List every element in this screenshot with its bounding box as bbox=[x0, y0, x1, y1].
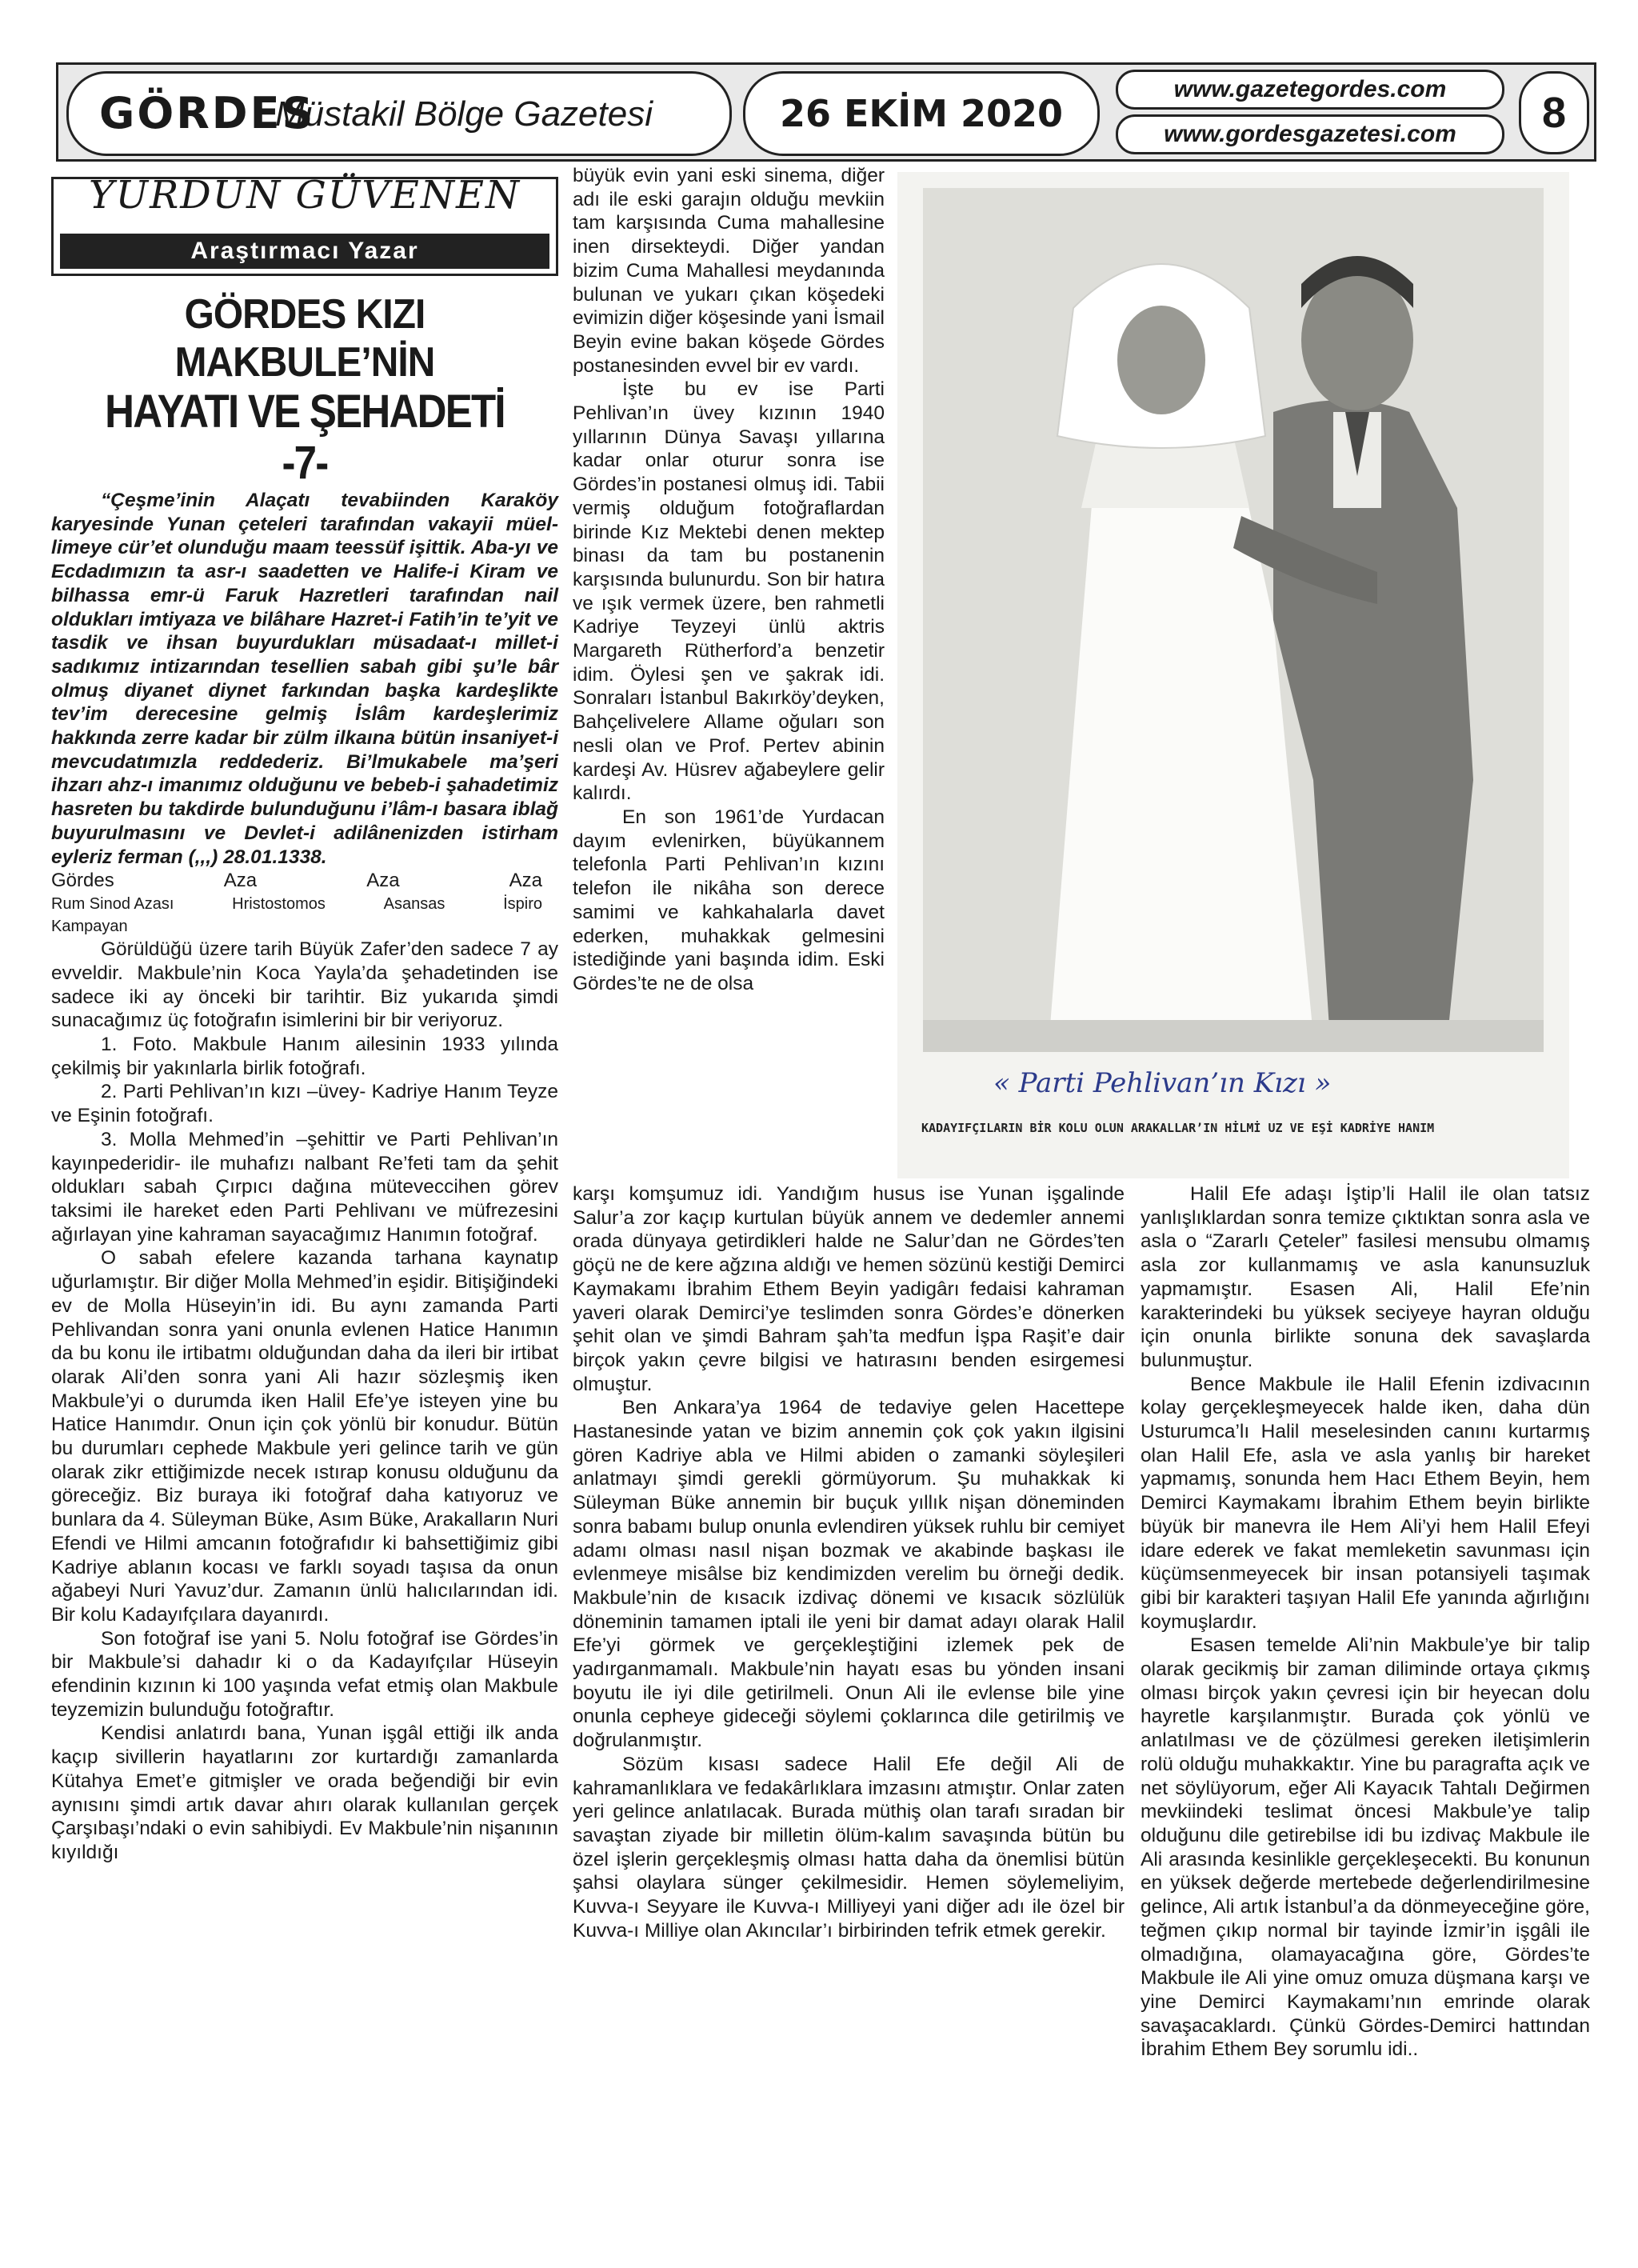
historical-quote: “Çeşme’inin Alaçatı tevabiinden Karaköy karyesinde Yunan çeteleri tarafından vakayii müel-limeye cür’et olunduğu maam teessüf işittik. Aba-yı ve Ecdadımızın ta asr-ı saadetten ve Halife-i Kiram ve bilhassa emr-ü Faruk Hazretleri tarafından nail oldukları imtiyaza ve bilâhare Hazret-i Fatih’in te’yit ve tasdik ve ihsan buyurdukları müsadaat-ı millet-i sadıkımız intizarından tesellien sabah gibi şu’le bâr olmuş diyanet diynet farkından başka kardeşlikte tev’im derecesine gelmiş İslâm kardeşlerimiz hakkında zerre kadar bir zülm ilkaına bütün insaniyet-i mevcudatımızla reddederiz. Bi’lmukabele ma’şeri ihzarı ahz-ı imanımız olduğunu ve bebeb-i şahadetimiz hasreten bu takdirde bulunduğunu i’lâm-ı basara iblağ buyurulmasını ve Devlet-i adilânenizden istirham eyleriz ferman (,,,) 28.01.1338. bbox=[51, 490, 558, 868]
author-name: YURDUN GÜVENEN bbox=[88, 173, 521, 218]
photo-caption-typed: KADAYIFÇILARIN BİR KOLU OLUN ARAKALLAR’IN HİLMİ UZ VE EŞİ KADRİYE HANIM bbox=[921, 1121, 1435, 1135]
website-link-2[interactable]: www.gordesgazetesi.com bbox=[1116, 114, 1504, 154]
signature-name: Hristostomos bbox=[232, 895, 326, 914]
photo-caption-handwritten: « Parti Pehlivan’ın Kızı » bbox=[993, 1067, 1332, 1099]
column-2-lower bbox=[573, 1182, 1125, 1943]
wedding-photo bbox=[897, 172, 1569, 1178]
paragraph: En son 1961’de Yurdacan dayım evlenirken, büyükannem telefonla Parti Pehlivan’ın kızını telefon ile nikâha son derece samimi ve kahkahalarla davet ederken, muhakkak gelmesini istediğinde yani başında idim. Eski Gördes’te ne de olsa bbox=[573, 806, 885, 994]
newspaper-subtitle: Müstakil Bölge Gazetesi bbox=[275, 94, 653, 134]
paragraph: 1. Foto. Makbule Hanım ailesinin 1933 yılında çekilmiş bir yakınlarla birlik fotoğrafı. bbox=[51, 1034, 558, 1079]
signature-name: Kampayan bbox=[51, 918, 128, 936]
headline-line-1: GÖRDES KIZI MAKBULE’NİN bbox=[174, 291, 435, 386]
column-1 bbox=[51, 164, 558, 1865]
paragraph: Son fotoğraf ise yani 5. Nolu fotoğraf ise Gördes’in bir Makbule’si dahadır ki o da Kadayıfçılar Hüseyin efendinin kızının ki 100 yaşında vefat etmiş olan Makbule teyzemizin bulunduğu fotoğraftır. bbox=[51, 1627, 558, 1721]
page-number: 8 bbox=[1519, 71, 1589, 154]
author-box bbox=[51, 173, 558, 276]
signature-names bbox=[51, 893, 558, 915]
signature-last bbox=[51, 915, 558, 938]
headline-line-2: HAYATI VE ŞEHADETİ -7- bbox=[105, 386, 505, 489]
masthead bbox=[56, 62, 1596, 162]
signature-name: Rum Sinod Azası bbox=[51, 895, 174, 914]
paragraph: karşı komşumuz idi. Yandığım husus ise Yunan işgalinde Salur’a zor kaçıp kurtulan büyük annem ve dedemler annemi orada dünyaya getirdikleri halde ne Salur’dan ne Gördes’ten göçü ne de kere ağzına aldığı ve hemen sözünü kestiği Demirci Kaymakamı İbrahim Ethem Beyin yadigârı fedaisi kahraman yaveri olarak Demirci’ye teslimden sonra Gördes’e dönerken şehit olan ve şimdi Bahram şah’ta medfun İşpa Raşit’e dair birçok yakın çevre bilgisi ve hatırasını benden esirgemesi olmuştur. bbox=[573, 1183, 1125, 1395]
paragraph: Bence Makbule ile Halil Efenin izdivacının kolay gerçekleşmeyecek halde iken, daha dün Usturumca’lı Halil meselesinden canını kurtarmış olan Halil Efe, asla ve asla yanlış bir hareket yapmamış, sonunda hem Hacı Ethem Beyin, hem Demirci Kaymakamı İbrahim Ethem beyin birlikte büyük bir manevra ile Hem Ali’yi hem Halil Efeyi idare ederek ve fakat memleketin savunması için küçümsenmeyecek bir insan potansiyeli taşımak gibi bir karakteri taşıyan Halil Efe yanında ağırlığını koymuşlardır. bbox=[1141, 1373, 1590, 1633]
signature-name: Asansas bbox=[383, 895, 445, 914]
paragraph: O sabah efelere kazanda tarhana kaynatıp uğurlamıştır. Bir diğer Molla Mehmed’in eşidir. Bitişiğindeki ev de Molla Hüseyin’in idi. Bu aynı zamanda Parti Pehlivandan sonra yani onunla evlenen Hatice Hanımın da bu konu ile irtibatmı olduğundan daha da ileri bir irtibat olarak Ali’den sonra yani Ali hazır sözleşmiş iken Makbule’yi o durumda iken Halil Efe’ye isteyen yine bu Hatice Hanımdır. Onun için çok yönlü bir konudur. Bütün bu durumları cephede Makbule yeri gelince tarih ve gün olarak zikr ettiğimizde necek ıstırap konusu olduğunu da göreceğiz. Biz buraya iki fotoğraf daha katıyoruz ve bunlara da 4. Süleyman Büke, Asım Büke, Arakalların Nuri Efendi ve Hilmi amcanın fotoğrafıdır ki bahsettiğimiz gibi Kadriye ablanın kocası ve farklı soyadı taşısa da onun ağabeyi Nuri Yavuz’dur. Zamanın ünlü halıcılarından idi. Bir kolu Kadayıfçılara dayanırdı. bbox=[51, 1247, 558, 1626]
column-2-upper bbox=[573, 164, 885, 996]
paragraph: İşte bu ev ise Parti Pehlivan’ın üvey kızının 1940 yıllarının Dünya Savaşı yıllarına kadar onlar oturur sonra ise Gördes’in postanesi olmuş idi. Tabii vermiş olduğum fotoğraflardan birinde Kız Mektebi denen mektep binası da tam bu postanenin karşısında bulunurdu. Son bir hatıra ve ışık vermek üzere, ben rahmetli Kadriye Teyzeyi ünlü aktris Margareth Rütherford’a benzetir idim. Öylesi şen ve şakrak idi. Sonraları İstanbul Bakırköy’deyken, Bahçelivelere Allame oğuları son nesli olan ve Prof. Pertev abinin kardeşi Av. Hüsrev ağabeylere gelir kalırdı. bbox=[573, 378, 885, 805]
photo-illustration bbox=[897, 172, 1569, 1178]
website-link-1[interactable]: www.gazetegordes.com bbox=[1116, 70, 1504, 110]
paragraph: Ben Ankara’ya 1964 de tedaviye gelen Hacettepe Hastanesinde yatan ve bizim annemin çok çok yakın ilgisini gören Kadriye abla ve Hilmi abiden o zamanki söyleşileri anlatmayı şimdi gerekli görmüyorum. Şu muhakkak ki Süleyman Büke annemin bir buçuk yıllık nişan döneminden sonra babamı bulup onunla evlendiren yüksek ruhlu bir cemiyet adamı olması nasıl nişan bozmak ve akabinde başkası ile evlenmeye misâlse biz kendimizden verelim bu örneği dedik. Makbule’nin de kısacık izdivaç dönemi ve kısacık sözlülük döneminin tamamen iptali ile yeni bir damat adayı olarak Halil Efe’yi görmek ve gerçekleştiğini izlemek pek de yadırganmamalı. Makbule’nin hayatı esas bu yönden insani boyutu ile iyi dile getirilmeli. Onun Ali ile evlense bile yine onunla cepheye gideceği söylemi çoklarınca dile getirilmiş ve doğrulanmıştır. bbox=[573, 1397, 1125, 1752]
signature-title: Aza bbox=[509, 870, 542, 892]
paragraph: 3. Molla Mehmed’in –şehittir ve Parti Pehlivan’ın kayınpederidir- ile muhafızı nalbant Re’feti tam da şehit oldukları sabah Çırpıcı dağına müteveccihen görev taksimi ile hareket eden Parti Pehlivanı ve müfrezesini ağırlayan yine kahraman sayacağımız Hanımın fotoğraf. bbox=[51, 1128, 558, 1246]
column-3 bbox=[1141, 1182, 1590, 2062]
newspaper-name: GÖRDES bbox=[99, 88, 316, 138]
paragraph: Halil Efe adaşı İştip’li Halil ile olan tatsız yanlışlıklardan sonra temize çıktıktan sonra asla ve asla o “Zararlı Çeteler” fasilesi mensubu olmamış asla zor kullanmamış ve asla kanunsuzluk yapmamıştır. Esasen Ali, Halil Efe’nin karakterindeki bu yüksek seciyeye hayran olduğu için onunla birlikte sonuna dek savaşlarda bulunmuştur. bbox=[1141, 1183, 1590, 1371]
signature-title: Aza bbox=[223, 870, 258, 892]
author-role: Araştırmacı Yazar bbox=[60, 234, 549, 269]
paragraph: büyük evin yani eski sinema, diğer adı ile eski garajın olduğu mevkiin tam karşısında Cuma mahallesine inen dirsekteydi. Diğer yandan bizim Cuma Mahallesi meydanında bulunan ve yukarı çıkan köşedeki evimizin diğer köşesinde yani İsmail Beyin evine bakan köşede Gördes postanesinden evvel bir ev vardı. bbox=[573, 165, 885, 377]
paragraph: Sözüm kısası sadece Halil Efe değil Ali de kahramanlıklara ve fedakârlıklara imzasını atmıştır. Onlar zaten yeri gelince anlatılacak. Burada müthiş olan tarafı sıradan bir savaştan ziyade bir milletin ölüm-kalım savaşında bütün bu özel işlerin gerçekleşmiş olması hatta daha da önemlisi bütün şahsi olaylara sünger çekilmesidir. Hemen söylemeliyim, Kuvva-ı Seyyare ile Kuvva-ı Milliyeyi yani diğer adı ile özel bir Kuvva-ı Milliye olan Akıncılar’ı birbirinden tefrik etmek gerekir. bbox=[573, 1753, 1125, 1942]
paragraph: 2. Parti Pehlivan’ın kızı –üvey- Kadriye Hanım Teyze ve Eşinin fotoğrafı. bbox=[51, 1081, 558, 1127]
signature-name: İspiro bbox=[503, 895, 542, 914]
paragraph: Kendisi anlatırdı bana, Yunan işgâl ettiği ilk anda kaçıp sivillerin hayatlarını zor kurtardığı zamanlarda Kütahya Emet’e gitmişler ve orada beğendiği bir evin aynısını şimdi artık davar ahırı olarak kullanılan gerçek Çarşıbaşı’ndaki o evin sahibiydi. Ev Makbule’nin nişanının kıyıldığı bbox=[51, 1722, 558, 1863]
signature-title: Gördes bbox=[51, 870, 114, 892]
masthead-title-box bbox=[66, 71, 732, 156]
paragraph: Esasen temelde Ali’nin Makbule’ye bir talip olarak gecikmiş bir zaman diliminde ortaya çıkmış olması birçok yakın çevresi için bir heyecan dolu hayretle karşılanmıştır. Burada çok yönlü ve anlatılması ve de çözülmesi gereken iletişimlerin rolü olduğu muhakkaktır. Yine bu paragrafta açık ve net söylüyorum, eğer Ali Kayacık Tahtalı Değirmen mevkiindeki teslimat öncesi Makbule’ye talip olduğunu dile getirebilse idi bu izdivaç Makbule ile Ali arasında kesinlikle gerçekleşecekti. Bu konunun en yüksek değerde mertebede değerlendirilmesine gelince, Ali artık İstanbul’a da dönmeyeceğine göre, teğmen çıkıp normal bir tayinde İzmir’in işgâli ile olmadığına, olamayacağına göre, Gördes’te Makbule ile Ali yine omuz omuza düşmana karşı ve yine Demirci Kaymakamı’nın emrinde olarak savaşacaklardı. Çünkü Gördes-Demirci hattından İbrahim Ethem Bey sorumlu idi.. bbox=[1141, 1634, 1590, 2061]
issue-date: 26 EKİM 2020 bbox=[743, 71, 1100, 156]
paragraph: Görüldüğü üzere tarih Büyük Zafer’den sadece 7 ay evveldir. Makbule’nin Koca Yayla’da şehadetinden ise sadece iki ay önceki bir tarihtir. Biz yukarıda şimdi sunacağımız üç fotoğrafın isimlerini bir bir veriyoruz. bbox=[51, 938, 558, 1032]
signature-title: Aza bbox=[366, 870, 400, 892]
signature-titles bbox=[51, 869, 558, 893]
